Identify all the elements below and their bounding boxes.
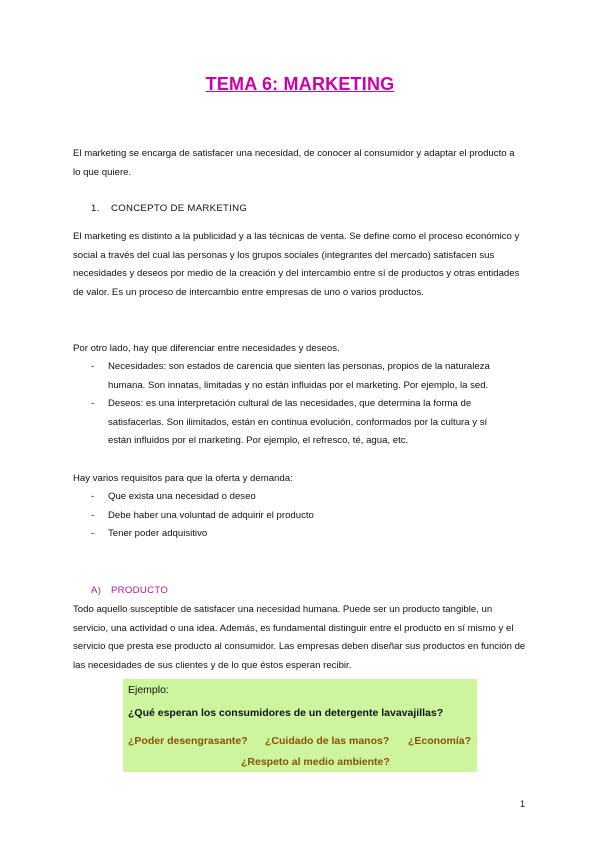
list-dash: -: [91, 528, 95, 539]
section-a-title: PRODUCTO: [110, 585, 169, 596]
list-item: - Debe haber una voluntad de adquirir el producto: [91, 507, 511, 526]
example-question: ¿Qué esperan los consumidores de un detergente lavavajillas?: [128, 707, 444, 719]
requirements-intro: Hay varios requisitos para que la oferta y demanda:: [73, 473, 293, 484]
list-item: - Tener poder adquisitivo: [91, 525, 511, 544]
needs-list: [91, 358, 511, 451]
page-title: TEMA 6: MARKETING: [205, 74, 395, 94]
list-item: - Que exista una necesidad o deseo: [91, 488, 511, 507]
section-a-letter: A): [91, 585, 102, 596]
list-dash: -: [91, 361, 95, 372]
example-option: ¿Economía?: [408, 735, 472, 747]
list-item: - Necesidades: son estados de carencia que sienten las personas, propios de la naturaleza humana. Son innatas, limitadas y no están influidas por el marketing. Por ejemplo, la sed.: [91, 358, 511, 395]
section-1-title: CONCEPTO DE MARKETING: [110, 203, 248, 214]
example-option: ¿Respeto al medio ambiente?: [241, 756, 390, 768]
list-dash: -: [91, 491, 95, 502]
list-dash: -: [91, 398, 95, 409]
list-item: - Deseos: es una interpretación cultural de las necesidades, que determina la forma de satisfacerlas. Son ilimitados, están en continua evolución, conformados por la cultura y sí están influidos por el marketing. Por ejemplo, el refresco, té, agua, etc.: [91, 395, 511, 451]
section-1-heading: [91, 200, 247, 218]
list-dash: -: [91, 509, 95, 521]
section-a-heading: [91, 582, 168, 600]
section-1-number: 1.: [91, 203, 100, 214]
example-option: ¿Poder desengrasante?: [128, 735, 248, 747]
section-a-paragraph: Todo aquello susceptible de satisfacer una necesidad humana. Puede ser un producto tangible, un servicio, una actividad o una idea. Además, es fundamental distinguir entre el producto en sí mismo y el servicio que presta ese producto al consumidor. Las empresas deben diseñar sus productos en función de las necesidades de sus clientes y de lo que éstos esperan recibir.: [73, 604, 526, 671]
needs-intro: Por otro lado, hay que diferenciar entre necesidades y deseos.: [73, 343, 340, 354]
section-1-paragraph: El marketing es distinto a la publicidad y a las técnicas de venta. Se define como el proceso económico y social a través del cual las personas y los grupos sociales (integrantes del mercado) satisfacen sus necesidades y deseos por medio de la creación y del intercambio entre sí de productos y otras entidades de valor. Es un proceso de intercambio entre empresas de uno o varios productos.: [73, 231, 520, 298]
example-label: Ejemplo:: [128, 684, 169, 696]
page-number: 1: [520, 799, 526, 809]
requirements-list: [91, 488, 511, 544]
example-box: [123, 679, 477, 772]
example-option: ¿Cuidado de las manos?: [265, 735, 390, 747]
intro-paragraph: El marketing se encarga de satisfacer una necesidad, de conocer al consumidor y adaptar el producto a lo que quiere.: [73, 148, 515, 178]
